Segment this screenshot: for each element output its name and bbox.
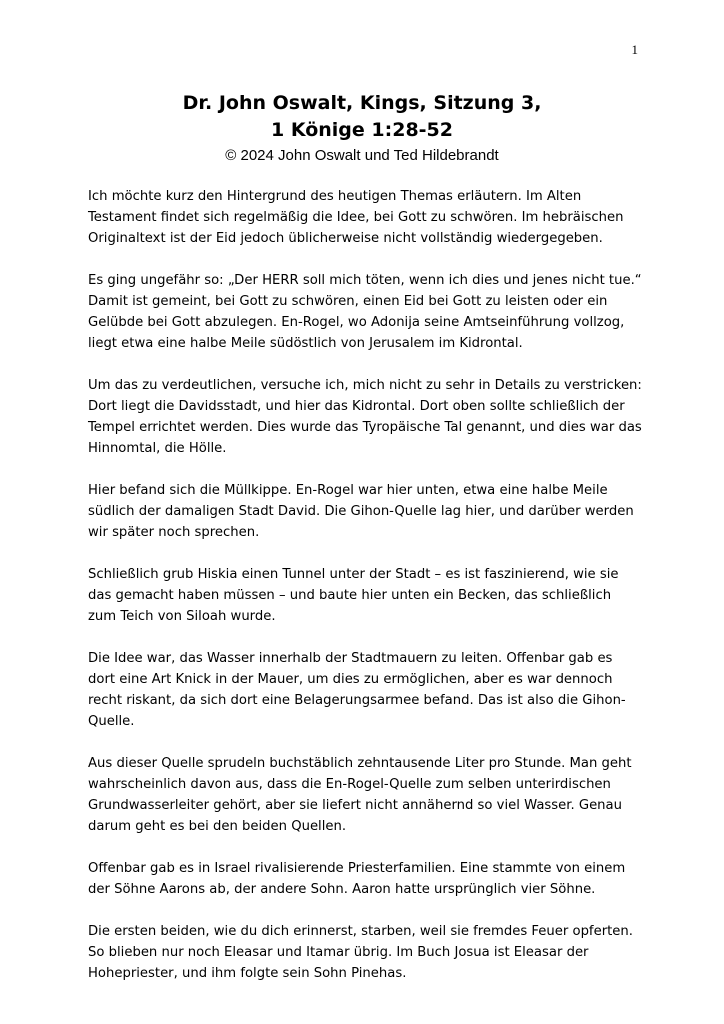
document-title-line-2: 1 Könige 1:28-52: [270, 119, 453, 141]
title-block: [0, 90, 724, 167]
paragraph: Hier befand sich die Müllkippe. En-Rogel war hier unten, etwa eine halbe Meile südlich der damaligen Stadt David. Die Gihon-Quelle lag hier, und darüber werden wir später noch sprechen.: [88, 483, 634, 540]
paragraph: Ich möchte kurz den Hintergrund des heutigen Themas erläutern. Im Alten Testament findet sich regelmäßig die Idee, bei Gott zu schwören. Im hebräischen Originaltext ist der Eid jedoch üblicherweise nicht vollständig wiedergegeben.: [88, 189, 624, 246]
paragraph: Aus dieser Quelle sprudeln buchstäblich zehntausende Liter pro Stunde. Man geht wahrscheinlich davon aus, dass die En-Rogel-Quelle zum selben unterirdischen Grundwasserleiter gehört, aber sie liefert nicht annähernd so viel Wasser. Genau darum geht es bei den beiden Quellen.: [88, 756, 632, 834]
paragraph: Die Idee war, das Wasser innerhalb der Stadtmauern zu leiten. Offenbar gab es dort eine Art Knick in der Mauer, um dies zu ermöglichen, aber es war dennoch recht riskant, da sich dort eine Belagerungsarmee befand. Das ist also die Gihon-Quelle.: [88, 651, 626, 729]
paragraph: Es ging ungefähr so: „Der HERR soll mich töten, wenn ich dies und jenes nicht tue.“ Damit ist gemeint, bei Gott zu schwören, einen Eid bei Gott zu leisten oder ein Gelübde bei Gott abzulegen. En-Rogel, wo Adonija seine Amtseinführung vollzog, liegt etwa eine halbe Meile südöstlich von Jerusalem im Kidrontal.: [88, 273, 642, 351]
page-number: 1: [631, 42, 638, 57]
paragraph: Die ersten beiden, wie du dich erinnerst, starben, weil sie fremdes Feuer opferten. So blieben nur noch Eleasar und Itamar übrig. Im Buch Josua ist Eleasar der Hohepriester, und ihm folgte sein Sohn Pinehas.: [88, 924, 633, 981]
paragraph: Um das zu verdeutlichen, versuche ich, mich nicht zu sehr in Details zu verstricken: Dort liegt die Davidsstadt, und hier das Kidrontal. Dort oben sollte schließlich der Tempel errichtet werden. Dies wurde das Tyropäische Tal genannt, und dies war das Hinnomtal, die Hölle.: [88, 378, 642, 456]
document-body: [88, 186, 643, 1005]
copyright-notice: © 2024 John Oswalt und Ted Hildebrandt: [225, 147, 499, 164]
paragraph: Offenbar gab es in Israel rivalisierende Priesterfamilien. Eine stammte von einem der Söhne Aarons ab, der andere Sohn. Aaron hatte ursprünglich vier Söhne.: [88, 861, 626, 897]
document-title-line-1: Dr. John Oswalt, Kings, Sitzung 3,: [182, 92, 542, 114]
paragraph: Schließlich grub Hiskia einen Tunnel unter der Stadt – es ist faszinierend, wie sie das gemacht haben müssen – und baute hier unten ein Becken, das schließlich zum Teich von Siloah wurde.: [88, 567, 619, 624]
